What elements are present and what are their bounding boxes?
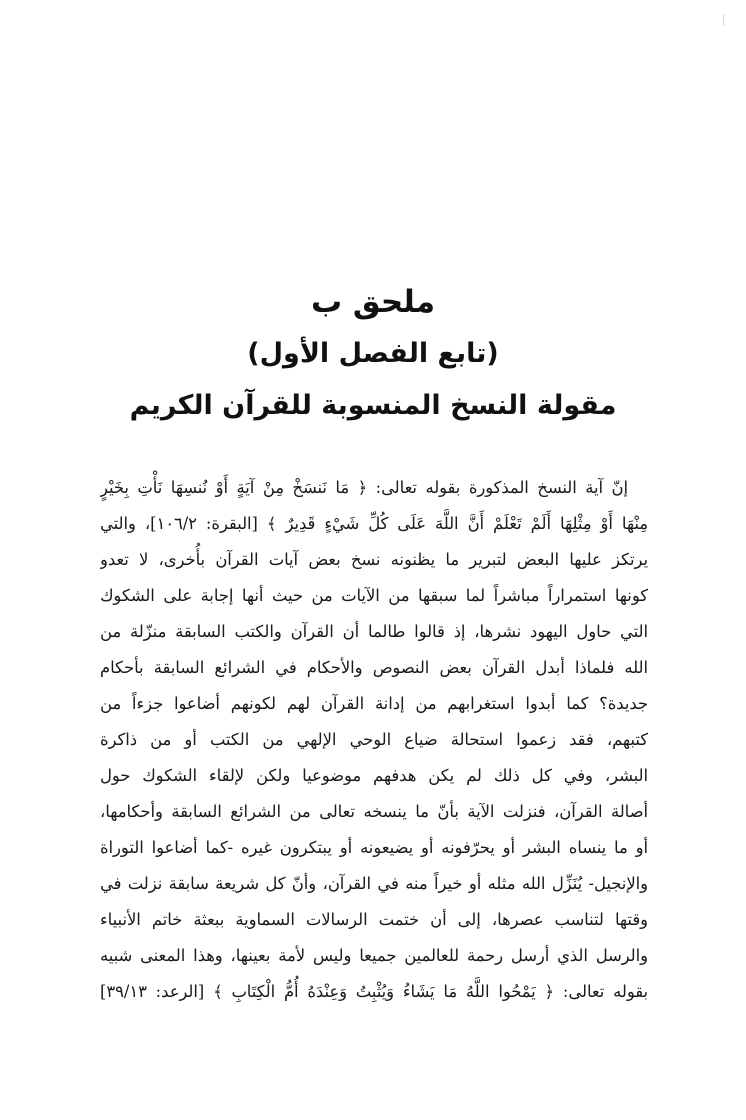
body-line: والرسل الذي أرسل رحمة للعالمين جميعا وليس لأمة بعينها، وهذا المعنى شبيه <box>100 946 648 965</box>
body-paragraph <box>100 470 648 1010</box>
appendix-title: مقولة النسخ المنسوبة للقرآن الكريم <box>129 390 617 421</box>
body-line: كتبهم، فقد زعموا استحالة ضياع الوحي الإلهي من الكتب أو من ذاكرة <box>100 730 648 749</box>
body-line: أو ما ينساه البشر أو يحرّفونه أو يضيعونه أو يبتكرون غيره -كما أضاعوا التوراة <box>100 838 648 857</box>
body-line: جديدة؟ كما أبدوا استغرابهم من إدانة القرآن لهم لكونهم أضاعوا جزءاً من <box>100 694 648 713</box>
body-line: الله فلماذا أبدل القرآن بعض النصوص والأحكام في الشرائع السابقة بأحكام <box>100 658 648 677</box>
page-edge-mark <box>723 14 724 26</box>
appendix-heading <box>0 282 746 426</box>
body-line: إنّ آية النسخ المذكورة بقوله تعالى: ﴿ مَا نَنسَخْ مِنْ آيَةٍ أَوْ نُنسِهَا نَأْتِ بِخَيْرٍ <box>100 478 628 497</box>
body-line: كونها استمراراً مباشراً لما سبقها من الآيات من حيث أنها إجابة على الشكوك <box>100 586 648 605</box>
body-line: يرتكز عليها البعض لتبرير ما يظنونه نسخ بعض آيات القرآن بأُخرى، لا تعدو <box>100 550 648 569</box>
body-line: أصالة القرآن، فنزلت الآية بأنّ ما ينسخه تعالى من الشرائع السابقة وأحكامها، <box>100 802 648 821</box>
appendix-subtitle: (تابع الفصل الأول) <box>247 338 499 369</box>
body-line: والإنجيل- يُنَزِّل الله مثله أو خيراً منه في القرآن، وأنّ كل شريعة سابقة نزلت في <box>100 874 648 893</box>
appendix-label: ملحق ب <box>310 284 436 320</box>
body-line: البشر، وفي كل ذلك لم يكن هدفهم موضوعيا ولكن لإلقاء الشكوك حول <box>100 766 648 785</box>
body-line: مِنْهَا أَوْ مِثْلِهَا أَلَمْ تَعْلَمْ أَنَّ اللَّهَ عَلَى كُلِّ شَيْءٍ قَدِيرٌ ﴾ [البقرة: ١٠٦/٢]، والتي <box>100 514 648 533</box>
body-line: بقوله تعالى: ﴿ يَمْحُوا اللَّهُ مَا يَشَاءُ وَيُثْبِتُ وَعِنْدَهُ أُمُّ الْكِتَابِ ﴾ [الرعد: ٣٩/١٣] <box>100 982 648 1001</box>
body-line: وقتها لتناسب عصرها، إلى أن ختمت الرسالات السماوية ببعثة خاتم الأنبياء <box>100 910 648 929</box>
body-line: التي حاول اليهود نشرها، إذ قالوا طالما أن القرآن والكتب السابقة منزّلة من <box>100 622 648 641</box>
